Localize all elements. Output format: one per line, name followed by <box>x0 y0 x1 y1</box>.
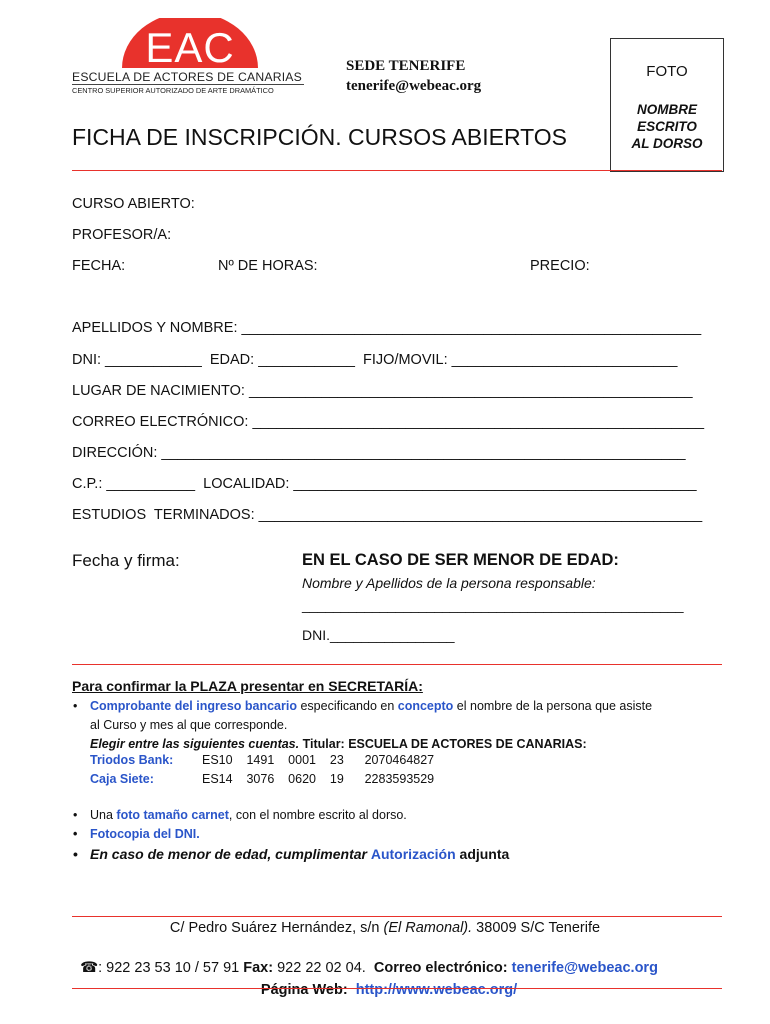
concepto-text: concepto <box>397 699 454 713</box>
section-divider <box>72 664 722 665</box>
direccion-field[interactable]: DIRECCIÓN: _________________________________________________________________ <box>72 445 686 461</box>
menor-pre: En caso de menor de edad, cumplimentar <box>90 846 371 862</box>
minor-responsable: Nombre y Apellidos de la persona responsable: <box>302 575 596 591</box>
dni-copy-text: Fotocopia del DNI. <box>90 827 200 841</box>
bullet-icon: • <box>73 846 78 862</box>
bank2-account: ES14 3076 0620 19 2283593529 <box>202 772 435 786</box>
curso-label: CURSO ABIERTO: <box>72 196 195 212</box>
minor-name-line[interactable]: _________________________________________________ <box>302 597 684 613</box>
estudios-field[interactable]: ESTUDIOS TERMINADOS: _______________________________________________________ <box>72 507 703 523</box>
lugar-nacimiento-field[interactable]: LUGAR DE NACIMIENTO: _______________________________________________________ <box>72 383 693 399</box>
phone-text: : 922 23 53 10 / 57 91 <box>98 960 244 976</box>
footer-top-divider <box>72 916 722 917</box>
footer-web <box>0 966 770 998</box>
bullet-icon: • <box>73 808 78 822</box>
minor-dni-field[interactable]: DNI.________________ <box>302 627 455 643</box>
cuentas-line <box>90 737 587 751</box>
footer-address <box>0 920 770 936</box>
cp-localidad-field[interactable]: C.P.: ___________ LOCALIDAD: __________________________________________________ <box>72 476 697 492</box>
web-label: Página Web: <box>260 982 356 998</box>
email-label: Correo electrónico: <box>373 960 512 976</box>
footer-bottom-divider <box>72 988 722 989</box>
sede-email: tenerife@webeac.org <box>346 78 482 94</box>
foto-pre: Una <box>90 808 117 822</box>
bank2-name: Caja Siete: <box>90 772 154 786</box>
profesor-label: PROFESOR/A: <box>72 227 172 243</box>
title-divider <box>72 170 722 171</box>
bullet-icon: • <box>73 699 78 713</box>
bank1-account: ES10 1491 0001 23 2070464827 <box>202 753 435 767</box>
address-italic: (El Ramonal). <box>383 920 473 936</box>
photo-note-3: AL DORSO <box>631 136 703 151</box>
photo-note-2: ESCRITO <box>637 119 697 134</box>
bank1-name: Triodos Bank: <box>90 753 174 767</box>
comprobante-mid: especificando en <box>296 699 398 713</box>
photo-label: FOTO <box>646 63 688 80</box>
logo <box>70 18 310 98</box>
minor-heading: EN EL CASO DE SER MENOR DE EDAD: <box>302 551 619 569</box>
fax-label: Fax: <box>243 960 274 976</box>
comprobante-line2: al Curso y mes al que corresponde. <box>90 718 288 732</box>
correo-field[interactable]: CORREO ELECTRÓNICO: ________________________________________________________ <box>72 414 705 430</box>
fecha-firma-label: Fecha y firma: <box>72 551 180 570</box>
foto-tail: , con el nombre escrito al dorso. <box>228 808 407 822</box>
comprobante-text: Comprobante del ingreso bancario <box>90 699 297 713</box>
titular-text: Titular: ESCUELA DE ACTORES DE CANARIAS: <box>299 737 587 751</box>
bullet-foto <box>73 808 407 822</box>
dni-edad-movil-field[interactable]: DNI: ____________ EDAD: ____________ FIJO/MOVIL: ____________________________ <box>72 352 678 368</box>
bullet-comprobante <box>73 699 730 713</box>
menor-tail: adjunta <box>455 846 510 862</box>
logo-subtitle: CENTRO SUPERIOR AUTORIZADO DE ARTE DRAMÁTICO <box>72 86 274 95</box>
apellidos-field[interactable]: APELLIDOS Y NOMBRE: _________________________________________________________ <box>72 320 702 336</box>
horas-label: Nº DE HORAS: <box>218 258 318 274</box>
sede-title: SEDE TENERIFE <box>346 58 466 74</box>
bullet-icon: • <box>73 827 78 841</box>
phone-icon: ☎ <box>80 960 99 976</box>
elegir-text: Elegir entre las siguientes cuentas. <box>90 737 300 751</box>
precio-label: PRECIO: <box>530 258 590 274</box>
confirm-heading: Para confirmar la PLAZA presentar en SECRETARÍA: <box>72 678 423 694</box>
fax-text: 922 22 02 04. <box>273 960 374 976</box>
footer-email-link[interactable]: tenerife@webeac.org <box>511 960 658 976</box>
logo-letters: EAC <box>145 24 235 71</box>
form-title: FICHA DE INSCRIPCIÓN. CURSOS ABIERTOS <box>72 124 568 150</box>
photo-note-1: NOMBRE <box>637 102 697 117</box>
comprobante-tail: el nombre de la persona que asiste <box>453 699 653 713</box>
logo-name: ESCUELA DE ACTORES DE CANARIAS <box>72 70 302 84</box>
bullet-menor <box>73 846 510 862</box>
fecha-label: FECHA: <box>72 258 126 274</box>
footer-web-link[interactable]: http://www.webeac.org/ <box>355 982 518 998</box>
address-pre: C/ Pedro Suárez Hernández, s/n <box>169 920 384 936</box>
photo-box <box>610 38 724 172</box>
foto-text: foto tamaño carnet <box>116 808 229 822</box>
bullet-dni <box>73 827 200 841</box>
address-tail: 38009 S/C Tenerife <box>472 920 601 936</box>
autorizacion-text: Autorización <box>370 846 456 862</box>
